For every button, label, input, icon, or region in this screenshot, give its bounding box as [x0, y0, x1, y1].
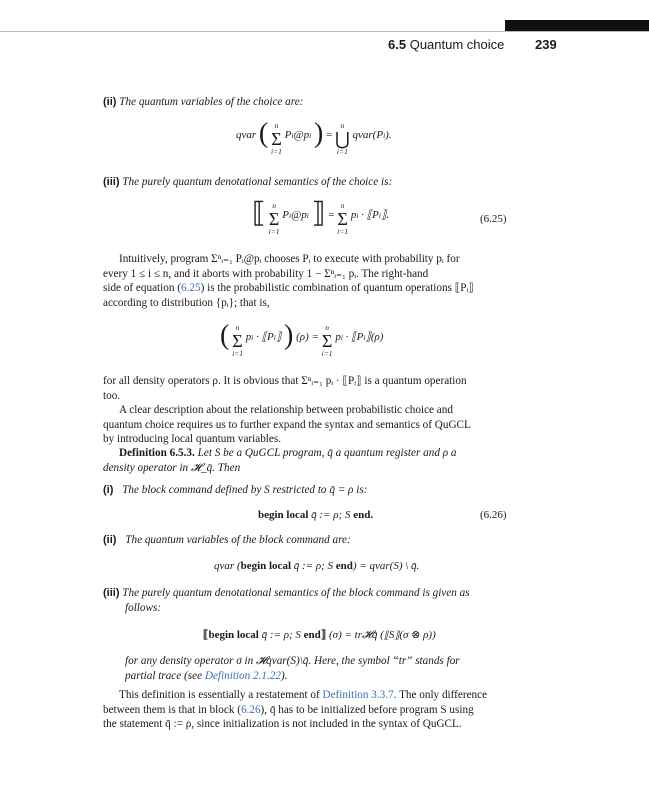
equation-tag: (6.25): [480, 213, 507, 225]
paragraph-clear: [103, 403, 506, 447]
def-line: partial trace (see Definition 2.1.22).: [125, 669, 288, 682]
eq-inner: pi · ⟦Pi⟧: [245, 331, 282, 343]
definition-link[interactable]: Definition 2.1.22: [204, 669, 281, 682]
eq-lhs-fn: qvar: [236, 129, 257, 141]
item-text: The block command defined by S restricted to q̄ = ρ is:: [122, 484, 368, 496]
para-line: between them is that in block (6.26), q̄ has to be initialized before program S using: [103, 703, 474, 716]
def-line: Definition 6.5.3. Let S be a QuGCL program, q̄ a quantum register and ρ a: [119, 447, 457, 459]
sum-symbol: n Σ i=1: [271, 121, 282, 157]
para-line: every 1 ≤ i ≤ n, and it aborts with probability 1 − Σⁿᵢ₌₁ pᵢ. The right-hand: [103, 267, 429, 280]
eq-equals: =: [326, 129, 333, 141]
eq-inner: Pi@pi: [282, 209, 309, 221]
def-item-iii: [103, 586, 506, 615]
item-ii-choice: [103, 96, 303, 108]
def-line: (iii) The purely quantum denotational semantics of the block command is given as: [103, 587, 470, 599]
eq-equals: =: [328, 209, 335, 221]
para-line: This definition is essentially a restatement of Definition 3.3.7. The only difference: [119, 689, 488, 701]
para-line: side of equation (6.25) is the probabilistic combination of quantum operations ⟦Pᵢ⟧: [103, 282, 474, 295]
equation-combination: [220, 322, 383, 358]
def-line: follows:: [125, 601, 162, 614]
definition-title: Definition 6.5.3.: [119, 447, 195, 459]
eq-inner: Pi@pi: [284, 129, 312, 141]
equation-semantics-block: ⟦begin local q̄ := ρ; S end⟧ (σ) = tr𝓗q̄ (⟦S⟧(σ ⊗ ρ)): [203, 629, 436, 641]
para-line: for all density operators ρ. It is obvious that Σⁿᵢ₌₁ pᵢ · ⟦Pᵢ⟧ is a quantum operation: [103, 375, 467, 387]
def-line: density operator in 𝓗_q̄. Then: [103, 461, 241, 474]
para-line: by introducing local quantum variables.: [103, 433, 282, 446]
union-symbol: n ⋃ i=1: [335, 121, 350, 157]
equation-6-25: [252, 200, 389, 236]
def-item-ii: [103, 534, 351, 546]
equation-qvar-block: qvar (begin local q̄ := ρ; S end) = qvar(S) \ q̄.: [214, 560, 420, 572]
item-text: The quantum variables of the block command are:: [125, 534, 351, 546]
item-text: The quantum variables of the choice are:: [119, 96, 304, 108]
bracket-close: ⟧: [311, 198, 326, 229]
paren-open: (: [220, 320, 230, 351]
sum-symbol: n Σ i=1: [268, 201, 280, 237]
paragraph-density: [103, 374, 506, 403]
item-label: (ii): [103, 96, 117, 108]
running-head: [388, 37, 504, 52]
def-iii-after: [125, 654, 506, 683]
item-label: (i): [103, 484, 114, 496]
equation-6-26: begin local q̄ := ρ; S end.: [258, 509, 374, 521]
eq-rhs: qvar(Pi).: [352, 129, 392, 141]
bracket-open: ⟦: [252, 198, 266, 229]
para-line: quantum choice requires us to further expand the syntax and semantics of QuGCL: [103, 418, 471, 431]
item-label: (iii): [103, 176, 120, 188]
paren-close: ): [284, 320, 294, 351]
sum-symbol: n Σ i=1: [321, 323, 333, 359]
section-title: Quantum choice: [409, 37, 505, 52]
para-line: the statement q̄ := ρ, since initialization is not included in the syntax of QuGCL.: [103, 718, 462, 731]
equation-tag: (6.26): [480, 509, 507, 521]
definition-link[interactable]: Definition 3.3.7: [322, 689, 394, 701]
sum-symbol: n Σ i=1: [232, 323, 243, 359]
paragraph-intuitively: [103, 252, 506, 310]
equation-link[interactable]: 6.25: [180, 282, 201, 295]
para-line: too.: [103, 389, 121, 402]
equation-qvar: [236, 120, 392, 156]
paragraph-restatement: [103, 688, 506, 732]
def-line: for any density operator σ in 𝓗qvar(S)\q̄. Here, the symbol “tr” stands for: [125, 655, 460, 667]
header-rule: [0, 31, 649, 32]
paren-open: (: [258, 118, 269, 149]
definition-6-5-3: [103, 446, 506, 475]
para-line: Intuitively, program Σⁿᵢ₌₁ Pᵢ@pᵢ chooses Pᵢ to execute with probability pᵢ for: [119, 253, 460, 265]
para-line: A clear description about the relationship between probabilistic choice and: [119, 404, 453, 416]
para-line: according to distribution {pᵢ}; that is,: [103, 296, 270, 309]
page-number: 239: [535, 37, 557, 52]
eq-rho: (ρ) =: [296, 331, 319, 343]
eq-rhs: pi · ⟦Pi⟧.: [350, 209, 390, 221]
paren-close: ): [313, 118, 324, 149]
def-item-i: [103, 484, 367, 496]
eq-rhs: pi · ⟦Pi⟧(ρ): [335, 331, 384, 343]
item-label: (ii): [103, 534, 117, 546]
equation-link[interactable]: 6.26: [240, 703, 261, 716]
sum-symbol: n Σ i=1: [337, 201, 349, 237]
item-text: The purely quantum denotational semantics of the choice is:: [122, 176, 393, 188]
item-iii-choice: [103, 176, 392, 188]
section-number: 6.5: [388, 37, 407, 52]
item-label: (iii): [103, 587, 120, 599]
